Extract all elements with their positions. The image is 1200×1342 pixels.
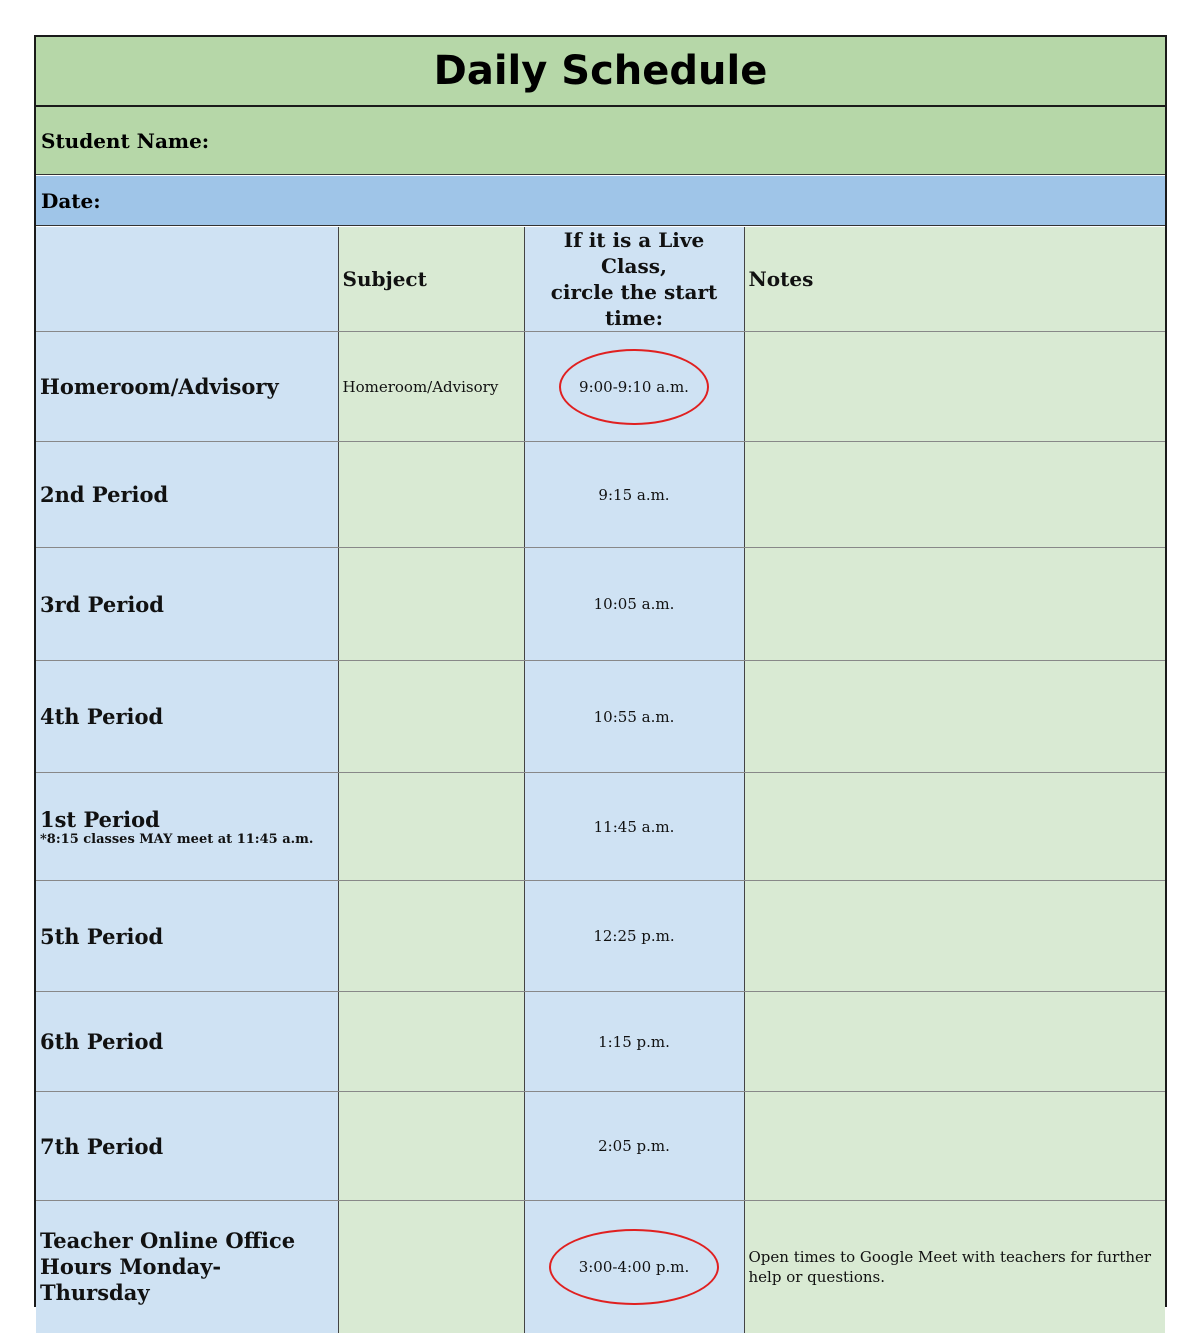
period-cell — [36, 442, 338, 548]
period-label: 7th Period — [40, 1133, 164, 1159]
period-label: Homeroom/Advisory — [40, 374, 279, 399]
time-label: 9:15 a.m. — [598, 485, 670, 504]
time-cell[interactable] — [524, 773, 744, 881]
subject-cell[interactable] — [338, 992, 524, 1092]
time-label: 1:15 p.m. — [598, 1032, 670, 1051]
student-name-label: Student Name: — [41, 128, 210, 153]
time-label: 11:45 a.m. — [593, 817, 675, 836]
period-label: Teacher Online Office Hours Monday-Thursday — [40, 1227, 296, 1305]
table-row — [36, 1092, 1165, 1201]
table-row — [36, 548, 1165, 661]
table-row — [36, 1201, 1165, 1333]
page-title: Daily Schedule — [433, 48, 768, 94]
table-row — [36, 992, 1165, 1092]
header-row — [36, 227, 1165, 332]
subject-cell[interactable] — [338, 1092, 524, 1201]
date-label: Date: — [41, 188, 101, 213]
subject-cell[interactable]: Homeroom/Advisory — [338, 332, 524, 442]
period-label: 6th Period — [40, 1029, 164, 1054]
period-label: 1st Period — [40, 806, 160, 832]
student-name-row[interactable] — [36, 107, 1165, 175]
header-live-line1: If it is a Live Class, — [563, 228, 705, 278]
time-label: 10:05 a.m. — [593, 595, 675, 613]
time-label: 3:00-4:00 p.m. — [578, 1257, 690, 1276]
notes-cell[interactable] — [744, 992, 1165, 1092]
period-cell — [36, 661, 338, 773]
subject-cell[interactable] — [338, 773, 524, 881]
header-live-class — [524, 227, 744, 332]
subject-cell[interactable] — [338, 881, 524, 992]
period-cell — [36, 773, 338, 881]
time-label: 10:55 a.m. — [593, 707, 675, 726]
schedule-sheet — [34, 35, 1167, 1307]
notes-cell[interactable] — [744, 442, 1165, 548]
header-notes: Notes — [744, 227, 1165, 332]
subject-cell[interactable] — [338, 1201, 524, 1333]
time-label: 12:25 p.m. — [593, 927, 675, 945]
notes-cell[interactable] — [744, 548, 1165, 661]
period-cell — [36, 992, 338, 1092]
period-cell — [36, 1092, 338, 1201]
notes-cell[interactable]: Open times to Google Meet with teachers for further help or questions. — [744, 1201, 1165, 1333]
subject-cell[interactable] — [338, 548, 524, 661]
table-row — [36, 332, 1165, 442]
notes-cell[interactable] — [744, 661, 1165, 773]
notes-cell[interactable] — [744, 881, 1165, 992]
title-bar — [36, 37, 1165, 107]
notes-cell[interactable] — [744, 332, 1165, 442]
period-cell — [36, 548, 338, 661]
time-cell[interactable] — [524, 992, 744, 1092]
date-row[interactable] — [36, 176, 1165, 226]
period-cell — [36, 881, 338, 992]
period-label: 3rd Period — [40, 591, 164, 617]
time-cell[interactable] — [524, 332, 744, 442]
table-row — [36, 881, 1165, 992]
header-subject: Subject — [338, 227, 524, 332]
time-cell[interactable] — [524, 661, 744, 773]
subject-cell[interactable] — [338, 661, 524, 773]
table-row — [36, 442, 1165, 548]
notes-cell[interactable] — [744, 773, 1165, 881]
period-cell — [36, 332, 338, 442]
header-period-cell — [36, 227, 338, 332]
table-row — [36, 773, 1165, 881]
table-row — [36, 661, 1165, 773]
period-label: 2nd Period — [40, 482, 169, 507]
subject-cell[interactable] — [338, 442, 524, 548]
period-label: 5th Period — [40, 923, 164, 949]
period-cell — [36, 1201, 338, 1333]
header-live-line2: circle the start time: — [550, 280, 718, 330]
schedule-table — [36, 227, 1165, 1333]
time-cell[interactable] — [524, 1092, 744, 1201]
period-label: 4th Period — [40, 704, 164, 729]
time-label: 9:00-9:10 a.m. — [579, 377, 689, 396]
notes-cell[interactable] — [744, 1092, 1165, 1201]
time-cell[interactable] — [524, 548, 744, 661]
time-cell[interactable] — [524, 881, 744, 992]
time-cell[interactable] — [524, 442, 744, 548]
time-cell[interactable] — [524, 1201, 744, 1333]
period-subnote: *8:15 classes MAY meet at 11:45 a.m. — [40, 831, 314, 847]
time-label: 2:05 p.m. — [598, 1137, 670, 1155]
